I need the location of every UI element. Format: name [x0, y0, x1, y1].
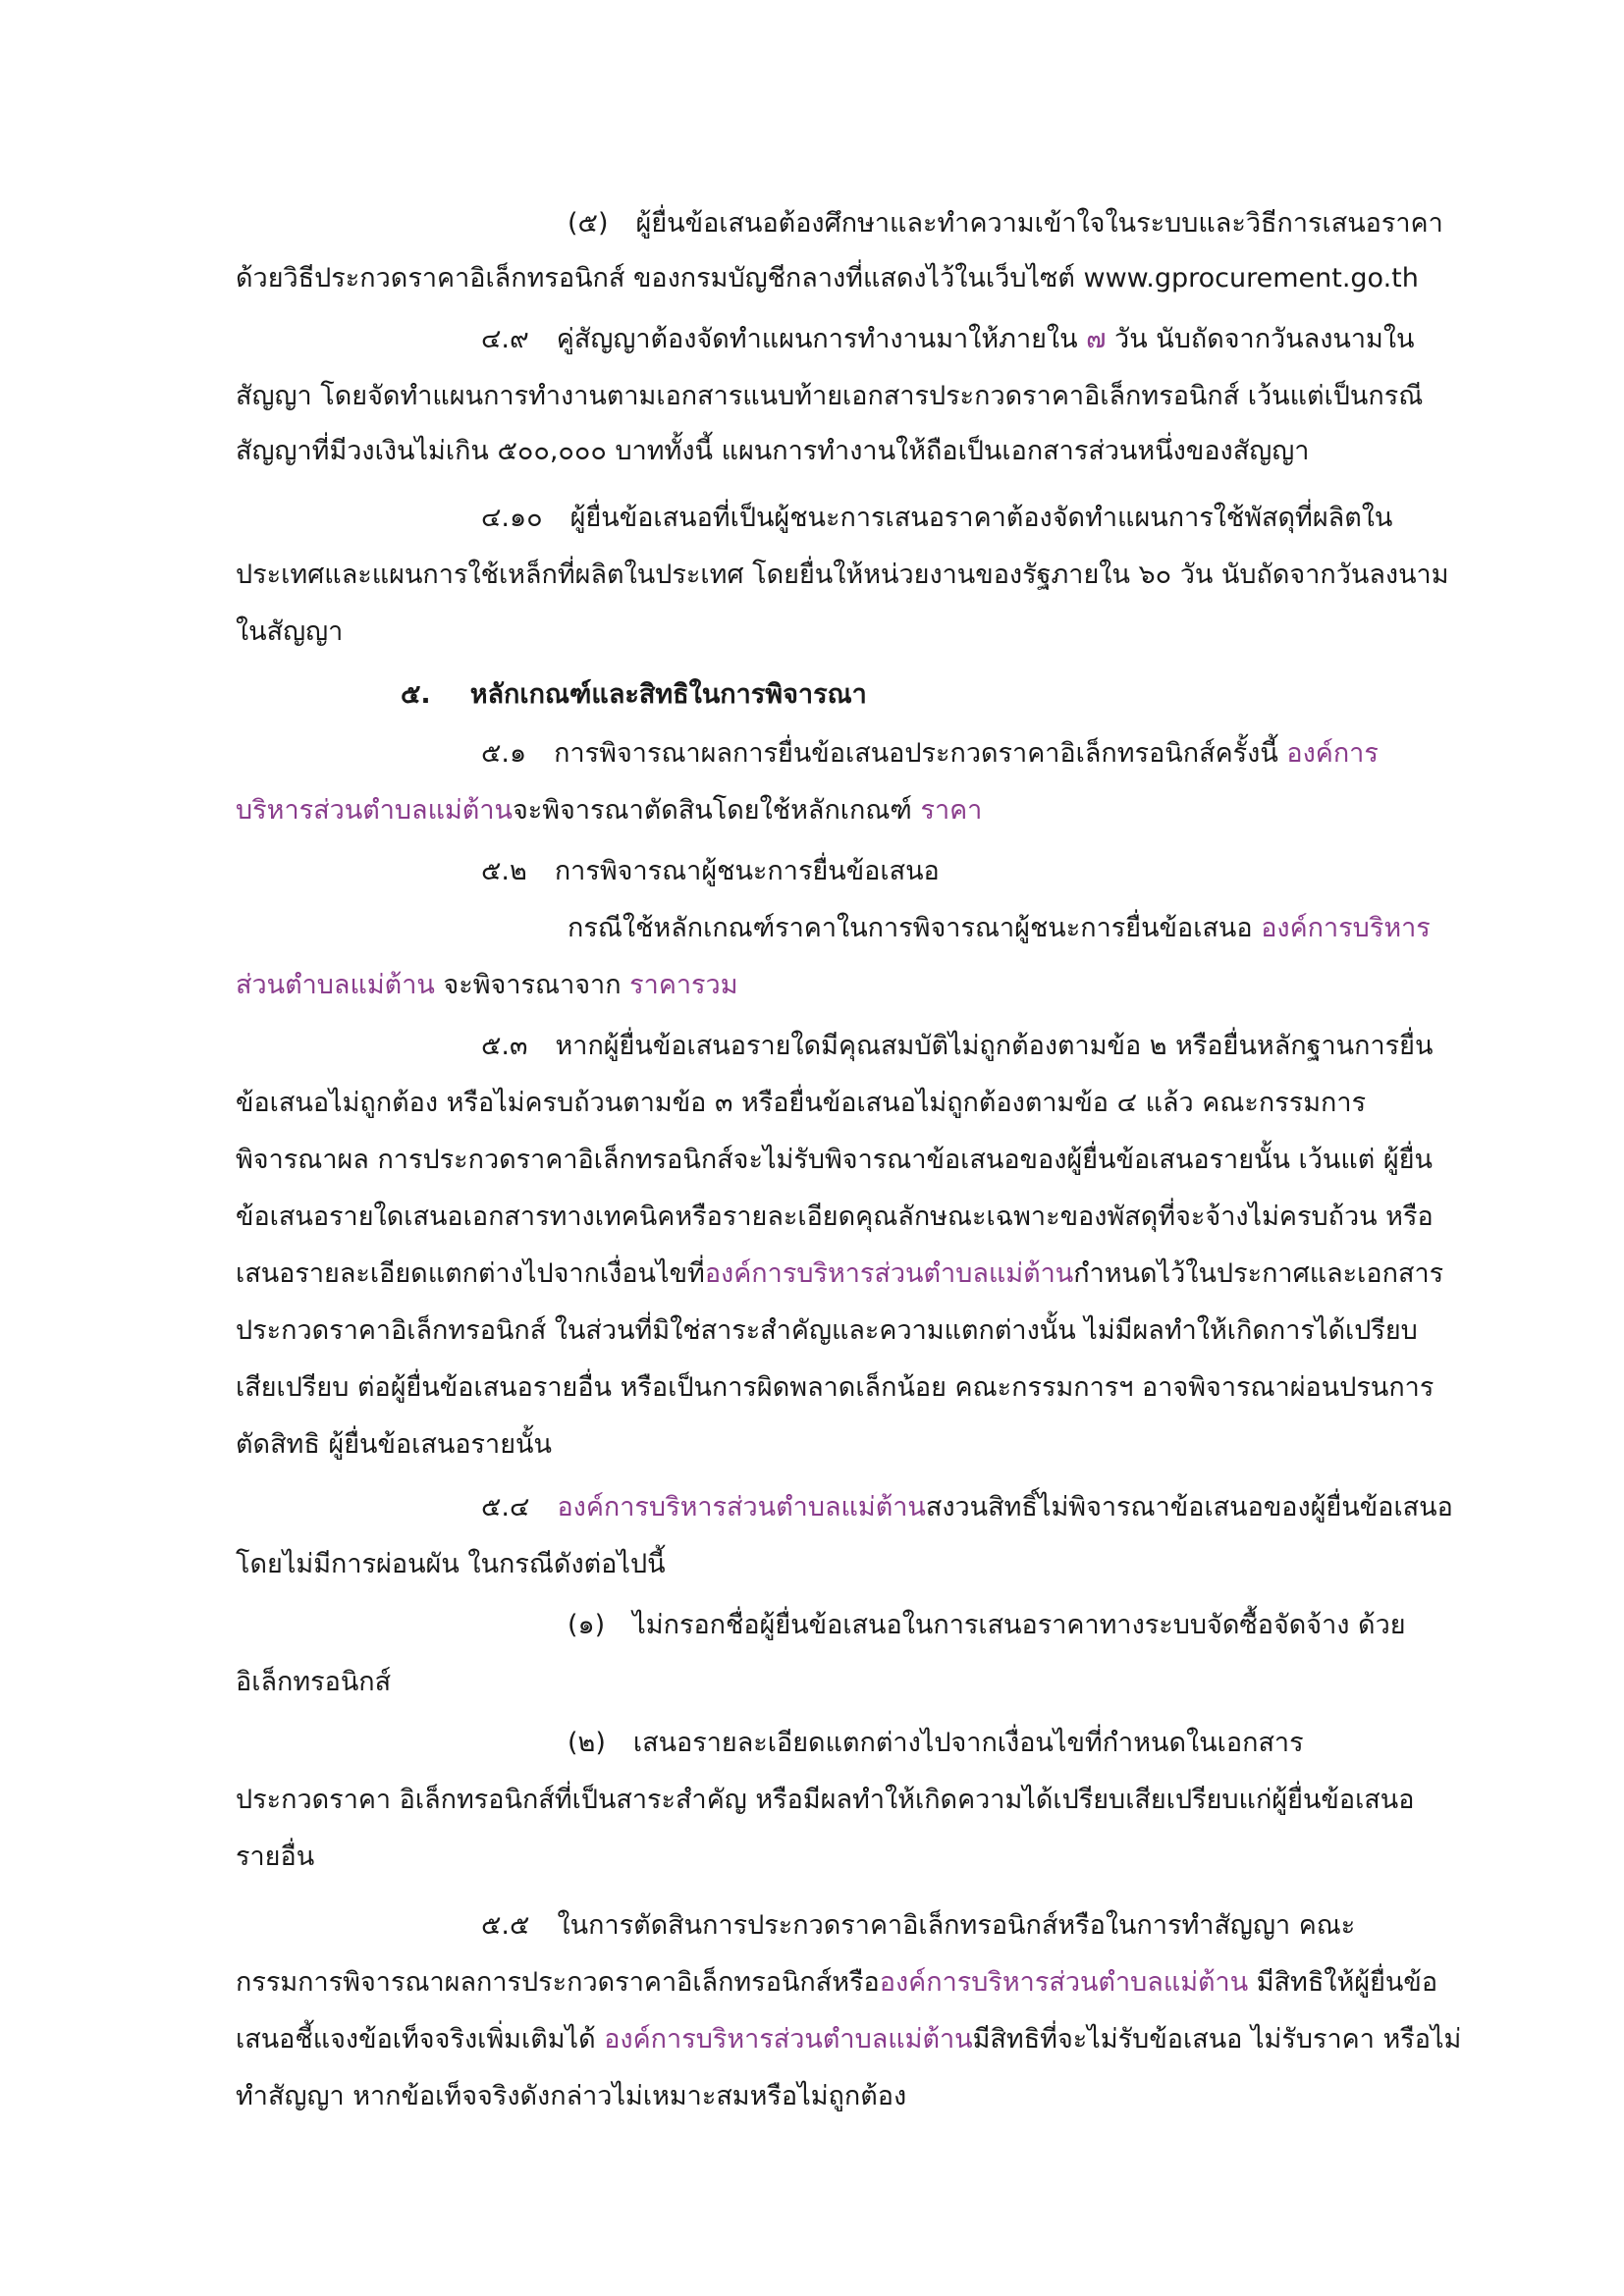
- text-run: วัน นับถัดจากวันลงนามใน: [1106, 324, 1415, 354]
- clause-5-4-line: [481, 1488, 1453, 1527]
- paragraph-line: [236, 1963, 1437, 2002]
- text-run: ไม่กรอกชื่อผู้ยื่นข้อเสนอในการเสนอราคาทางระบบจัดซื้อจัดจ้าง ด้วย: [632, 1610, 1406, 1640]
- text-run: ประเทศและแผนการใช้เหล็กที่ผลิตในประเทศ โดยยื่นให้หน่วยงานของรัฐภายใน ๖๐ วัน นับถัดจากวันลงนาม: [236, 560, 1449, 590]
- clause-5-4-2-line: [568, 1724, 1304, 1763]
- text-run: จะพิจารณาตัดสินโดยใช้หลักเกณฑ์: [512, 795, 921, 826]
- clause-5-5-line: [481, 1906, 1355, 1946]
- text-run: การพิจารณาผู้ชนะการยื่นข้อเสนอ: [554, 856, 940, 886]
- clause-5-3-line: [481, 1027, 1433, 1066]
- section-title: หลักเกณฑ์และสิทธิในการพิจารณา: [469, 679, 867, 710]
- clause-number: ๕.๑: [481, 738, 527, 769]
- highlighted-agency: องค์การบริหารส่วนตำบลแม่ต้าน: [557, 1492, 926, 1522]
- clause-number: ๔.๑๐: [481, 503, 543, 533]
- clause-number: (๒): [568, 1728, 606, 1758]
- highlighted-agency: องค์การบริหารส่วนตำบลแม่ต้าน: [604, 2024, 973, 2055]
- paragraph-line: [236, 556, 1449, 595]
- clause-5-2-line: [481, 852, 940, 891]
- clause-number: ๔.๙: [481, 324, 529, 354]
- paragraph-line: [236, 1781, 1414, 1820]
- paragraph-line: [236, 966, 738, 1005]
- text-run: สงวนสิทธิ์ไม่พิจารณาข้อเสนอของผู้ยื่นข้อเสนอ: [925, 1492, 1453, 1522]
- paragraph-line: [236, 1545, 666, 1584]
- highlighted-agency: องค์การบริหาร: [1261, 913, 1431, 943]
- paragraph-line: [236, 2077, 906, 2116]
- paragraph-line: [568, 909, 1431, 948]
- text-run: ทำสัญญา หากข้อเท็จจริงดังกล่าวไม่เหมาะสมหรือไม่ถูกต้อง: [236, 2081, 907, 2111]
- text-run: ตัดสิทธิ ผู้ยื่นข้อเสนอรายนั้น: [236, 1429, 552, 1460]
- highlighted-agency: องค์การบริหารส่วนตำบลแม่ต้าน: [704, 1258, 1074, 1289]
- highlighted-agency: องค์การ: [1286, 738, 1379, 769]
- paragraph-line: [236, 432, 1309, 471]
- paragraph-line: [236, 1838, 314, 1877]
- clause-4-8-5-line: [568, 204, 1443, 243]
- text-run: พิจารณาผล การประกวดราคาอิเล็กทรอนิกส์จะไม่รับพิจารณาข้อเสนอของผู้ยื่นข้อเสนอรายนั้น เว้นแต่ ผู้ยื่น: [236, 1145, 1433, 1175]
- text-run: จะพิจารณาจาก: [434, 970, 630, 1000]
- clause-4-10-line: [481, 499, 1392, 538]
- clause-4-9-line: [481, 320, 1414, 359]
- clause-number: (๑): [568, 1610, 606, 1640]
- text-run: ในสัญญา: [236, 616, 344, 647]
- paragraph-line: [236, 1141, 1433, 1180]
- text-run: ข้อเสนอไม่ถูกต้อง หรือไม่ครบถ้วนตามข้อ ๓ หรือยื่นข้อเสนอไม่ถูกต้องตามข้อ ๔ แล้ว คณะกรรมการ: [236, 1088, 1367, 1118]
- paragraph-line: [236, 377, 1423, 416]
- highlighted-value: ราคา: [920, 795, 983, 826]
- clause-5-4-1-line: [568, 1606, 1406, 1645]
- paragraph-line: [236, 1368, 1434, 1408]
- text-run: ในการตัดสินการประกวดราคาอิเล็กทรอนิกส์หรือในการทำสัญญา คณะ: [557, 1910, 1356, 1941]
- text-run: ข้อเสนอรายใดเสนอเอกสารทางเทคนิคหรือรายละเอียดคุณลักษณะเฉพาะของพัสดุที่จะจ้างไม่ครบถ้วน หรือ: [236, 1201, 1434, 1232]
- text-run: กำหนดไว้ในประกาศและเอกสาร: [1073, 1258, 1444, 1289]
- clause-number: ๕.๓: [481, 1031, 528, 1061]
- text-run: โดยไม่มีการผ่อนผัน ในกรณีดังต่อไปนี้: [236, 1549, 666, 1579]
- text-run: มีสิทธิให้ผู้ยื่นข้อ: [1248, 1967, 1438, 1998]
- text-run: รายอื่น: [236, 1842, 315, 1872]
- clause-number: ๕.๒: [481, 856, 527, 886]
- text-run: ด้วยวิธีประกวดราคาอิเล็กทรอนิกส์ ของกรมบัญชีกลางที่แสดงไว้ในเว็บไซต์ www.gprocurement.go.th: [236, 263, 1419, 294]
- paragraph-line: [236, 1663, 391, 1702]
- paragraph-line: [236, 1311, 1418, 1351]
- paragraph-line: [236, 2020, 1461, 2059]
- highlighted-agency: บริหารส่วนตำบลแม่ต้าน: [236, 795, 513, 826]
- text-run: ประกวดราคาอิเล็กทรอนิกส์ ในส่วนที่มิใช่สาระสำคัญและความแตกต่างนั้น ไม่มีผลทำให้เกิดการได้เปรียบ: [236, 1315, 1418, 1346]
- text-run: กรณีใช้หลักเกณฑ์ราคาในการพิจารณาผู้ชนะการยื่นข้อเสนอ: [568, 913, 1262, 943]
- text-run: สัญญา โดยจัดทำแผนการทำงานตามเอกสารแนบท้ายเอกสารประกวดราคาอิเล็กทรอนิกส์ เว้นแต่เป็นกรณี: [236, 381, 1424, 411]
- paragraph-line: [236, 1084, 1366, 1123]
- clause-number: (๕): [568, 208, 609, 239]
- highlighted-agency: ส่วนตำบลแม่ต้าน: [236, 970, 435, 1000]
- text-run: ประกวดราคา อิเล็กทรอนิกส์ที่เป็นสาระสำคัญ หรือมีผลทำให้เกิดความได้เปรียบเสียเปรียบแก่ผู้ยื่นข้อเสนอ: [236, 1785, 1415, 1815]
- text-run: อิเล็กทรอนิกส์: [236, 1667, 392, 1697]
- text-run: เสียเปรียบ ต่อผู้ยื่นข้อเสนอรายอื่น หรือเป็นการผิดพลาดเล็กน้อย คณะกรรมการฯ อาจพิจารณาผ่อนปรนการ: [236, 1372, 1435, 1403]
- text-run: สัญญาที่มีวงเงินไม่เกิน ๕๐๐,๐๐๐ บาททั้งนี้ แผนการทำงานให้ถือเป็นเอกสารส่วนหนึ่งของสัญญา: [236, 436, 1310, 466]
- text-run: กรรมการพิจารณาผลการประกวดราคาอิเล็กทรอนิกส์หรือ: [236, 1967, 880, 1998]
- text-run: การพิจารณาผลการยื่นข้อเสนอประกวดราคาอิเล็กทรอนิกส์ครั้งนี้: [554, 738, 1287, 769]
- section-5-heading: [401, 675, 867, 715]
- paragraph-line: [236, 1425, 552, 1465]
- text-run: เสนอรายละเอียดแตกต่างไปจากเงื่อนไขที่กำหนดในเอกสาร: [632, 1728, 1304, 1758]
- paragraph-line: [236, 1255, 1443, 1294]
- text-run: คู่สัญญาต้องจัดทำแผนการทำงานมาให้ภายใน: [556, 324, 1087, 354]
- text-run: เสนอรายละเอียดแตกต่างไปจากเงื่อนไขที่: [236, 1258, 705, 1289]
- clause-number: ๕.๕: [481, 1910, 530, 1941]
- text-run: หากผู้ยื่นข้อเสนอรายใดมีคุณสมบัติไม่ถูกต้องตามข้อ ๒ หรือยื่นหลักฐานการยื่น: [555, 1031, 1434, 1061]
- paragraph-line: [236, 1198, 1434, 1237]
- highlighted-value: ๗: [1086, 324, 1107, 354]
- text-run: เสนอชี้แจงข้อเท็จจริงเพิ่มเติมได้: [236, 2024, 605, 2055]
- text-run: มีสิทธิที่จะไม่รับข้อเสนอ ไม่รับราคา หรือไม่: [972, 2024, 1462, 2055]
- paragraph-line: [236, 791, 982, 830]
- section-number: ๕.: [401, 679, 431, 710]
- paragraph-line: [236, 613, 343, 652]
- highlighted-value: ราคารวม: [629, 970, 738, 1000]
- clause-number: ๕.๔: [481, 1492, 530, 1522]
- highlighted-agency: องค์การบริหารส่วนตำบลแม่ต้าน: [879, 1967, 1249, 1998]
- text-run: ผู้ยื่นข้อเสนอต้องศึกษาและทำความเข้าใจในระบบและวิธีการเสนอราคา: [635, 208, 1443, 239]
- clause-5-1-line: [481, 734, 1379, 774]
- paragraph-line: [236, 259, 1419, 298]
- text-run: ผู้ยื่นข้อเสนอที่เป็นผู้ชนะการเสนอราคาต้องจัดทำแผนการใช้พัสดุที่ผลิตใน: [569, 503, 1393, 533]
